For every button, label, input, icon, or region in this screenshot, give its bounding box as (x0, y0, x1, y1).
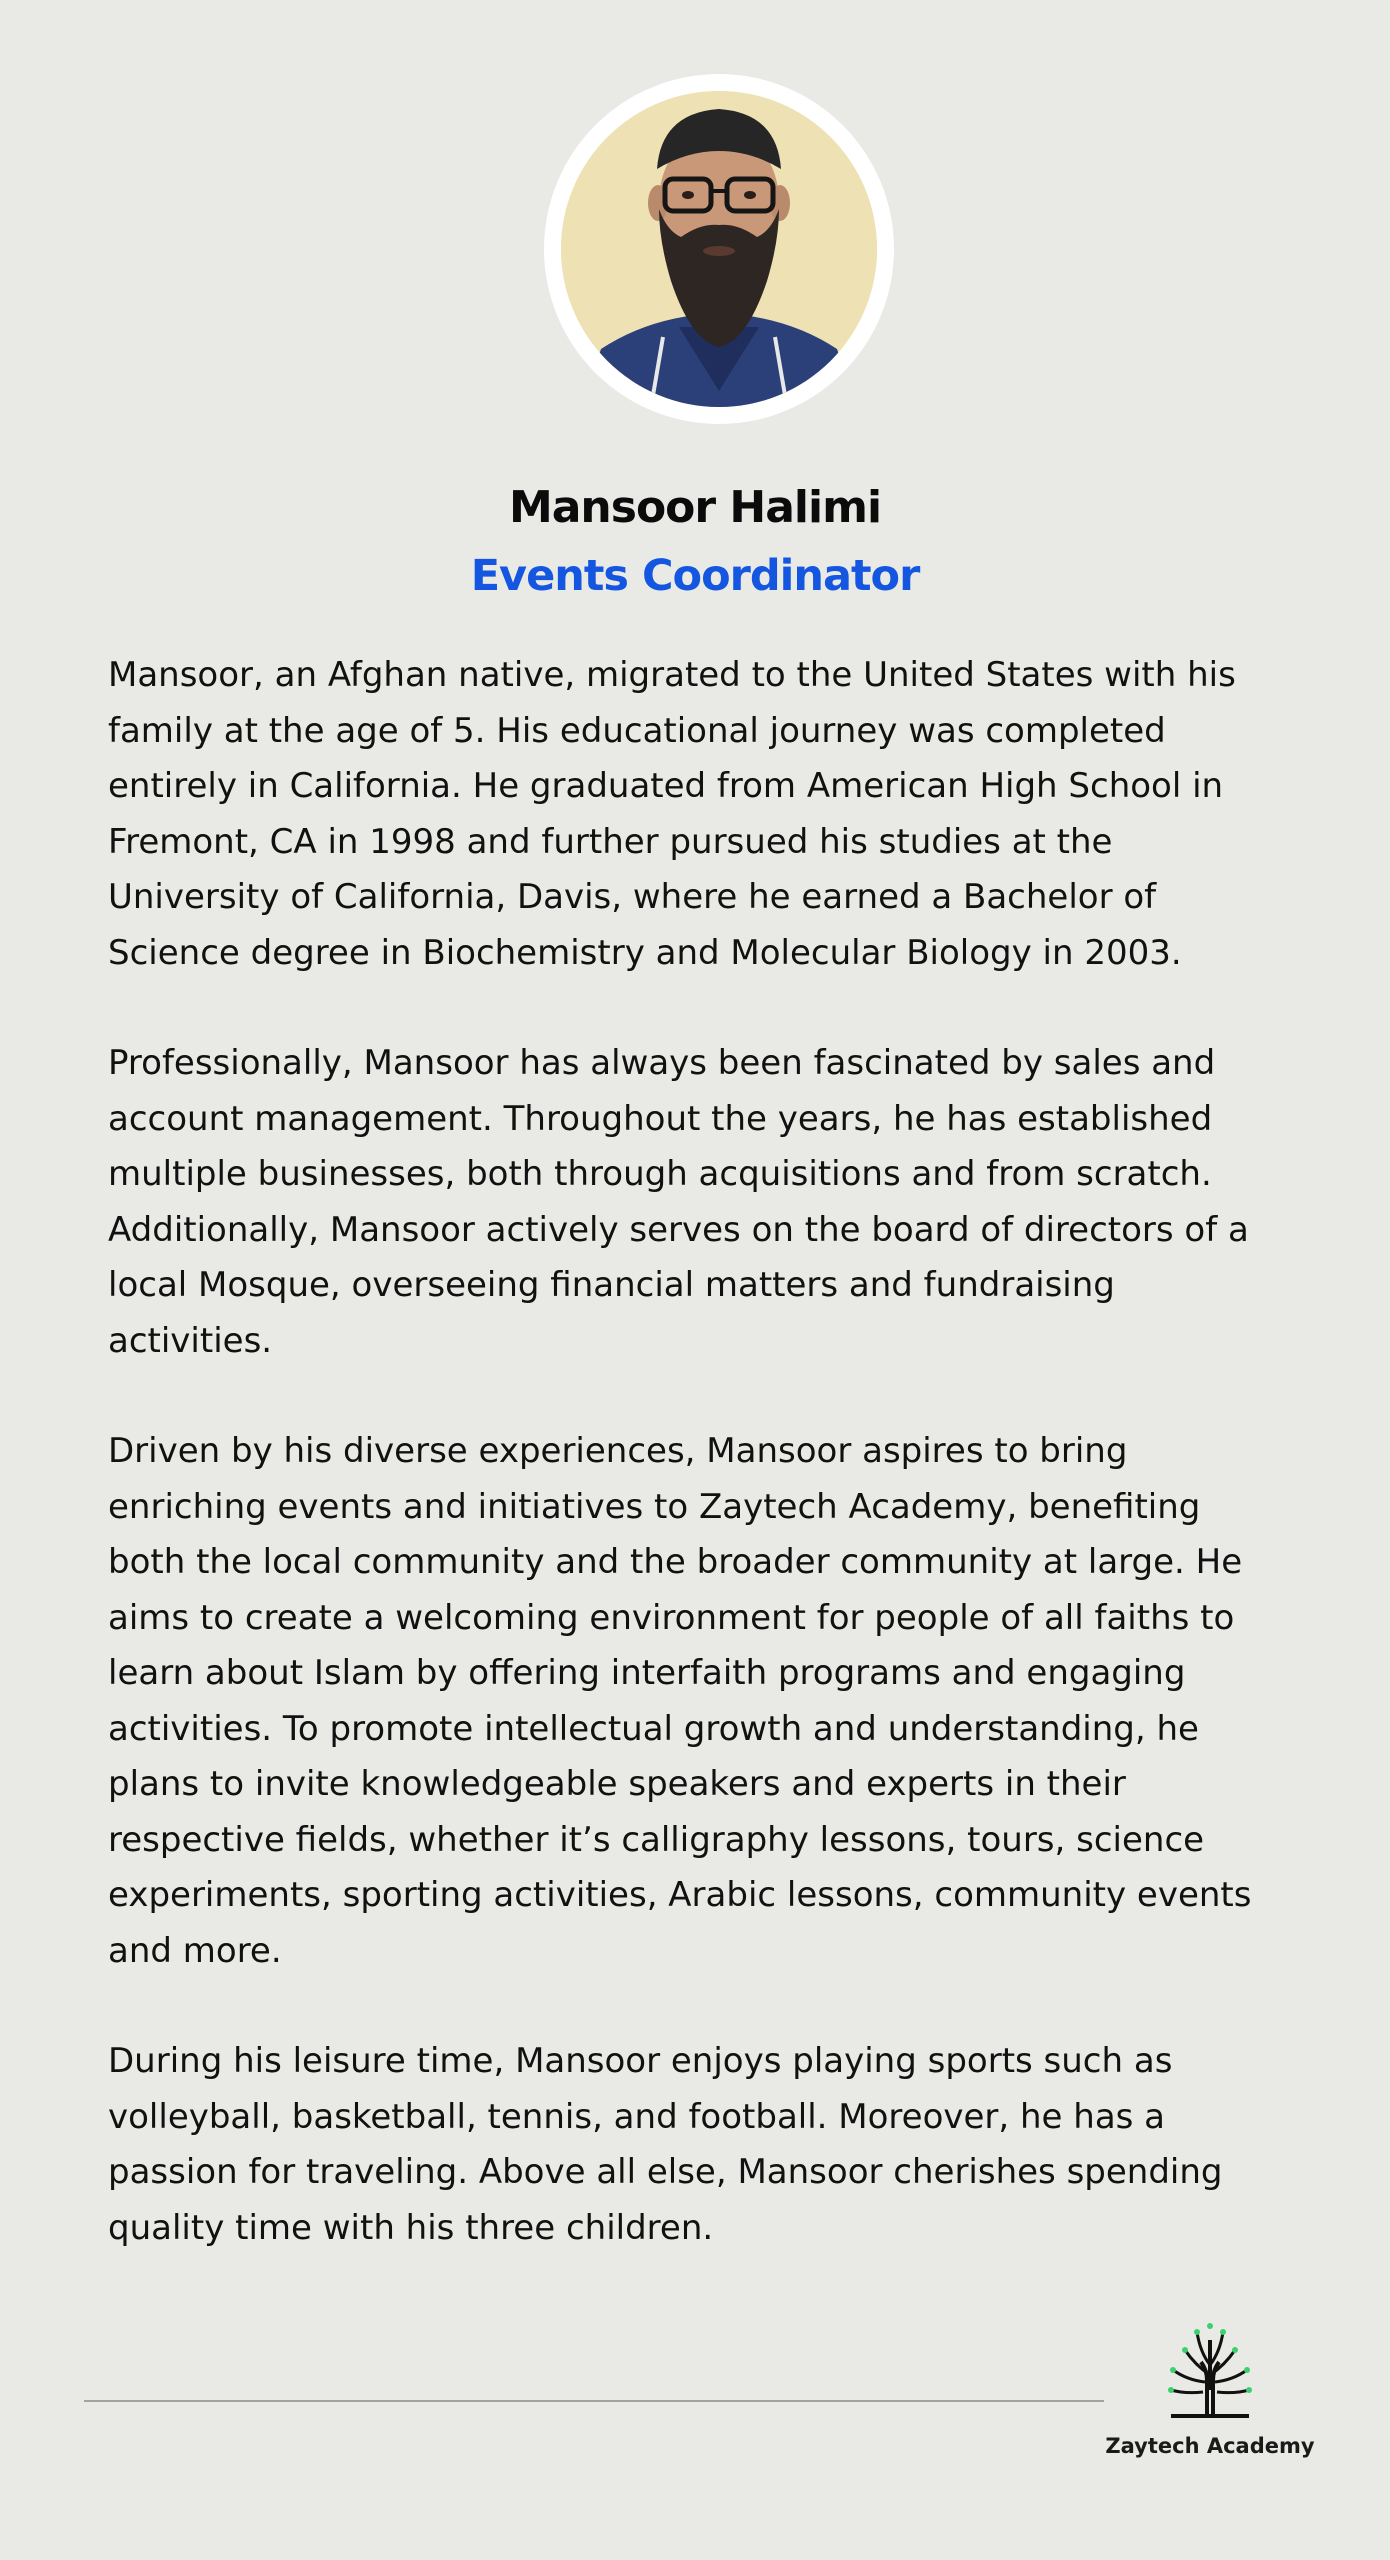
profile-role: Events Coordinator (470, 551, 920, 601)
profile-name: Mansoor Halimi (508, 482, 882, 533)
bio-paragraph: Professionally, Mansoor has always been fascinated by sales and account management. Throughout the years, he has established multiple businesses, both through acquisitions and from scratch. Additionally, Mansoor actively serves on the board of directors of a local Mosque, overseeing financial matters and fundraising activities. (108, 1043, 1249, 1361)
bio-paragraph: Mansoor, an Afghan native, migrated to the United States with his family at the age of 5. His educational journey was completed entirely in California. He graduated from American High School in Fremont, CA in 1998 and further pursued his studies at the University of California, Davis, where he earned a Bachelor of Science degree in Biochemistry and Molecular Biology in 2003. (108, 655, 1236, 973)
bio-section (108, 648, 1288, 2311)
bio-paragraph: Driven by his diverse experiences, Mansoor aspires to bring enriching events and initiatives to Zaytech Academy, benefiting both the local community and the broader community at large. He aims to create a welcoming environment for people of all faiths to learn about Islam by offering interfaith programs and engaging activities. To promote intellectual growth and understanding, he plans to invite knowledgeable speakers and experts in their respective fields, whether it’s calligraphy lessons, tours, science experiments, sporting activities, Arabic lessons, community events and more. (108, 1431, 1252, 1971)
logo-text: Zaytech Academy (1105, 2434, 1315, 2458)
profile-photo (561, 91, 877, 407)
footer-logo (1100, 2320, 1320, 2480)
portrait-illustration (561, 91, 877, 407)
footer-divider (84, 2400, 1104, 2402)
olive-tree-icon (1167, 2320, 1253, 2420)
bio-paragraph: During his leisure time, Mansoor enjoys playing sports such as volleyball, basketball, tennis, and football. Moreover, he has a passion for traveling. Above all else, Mansoor cherishes spending quality time with his three children. (108, 2041, 1223, 2248)
profile-photo-frame (544, 74, 894, 424)
